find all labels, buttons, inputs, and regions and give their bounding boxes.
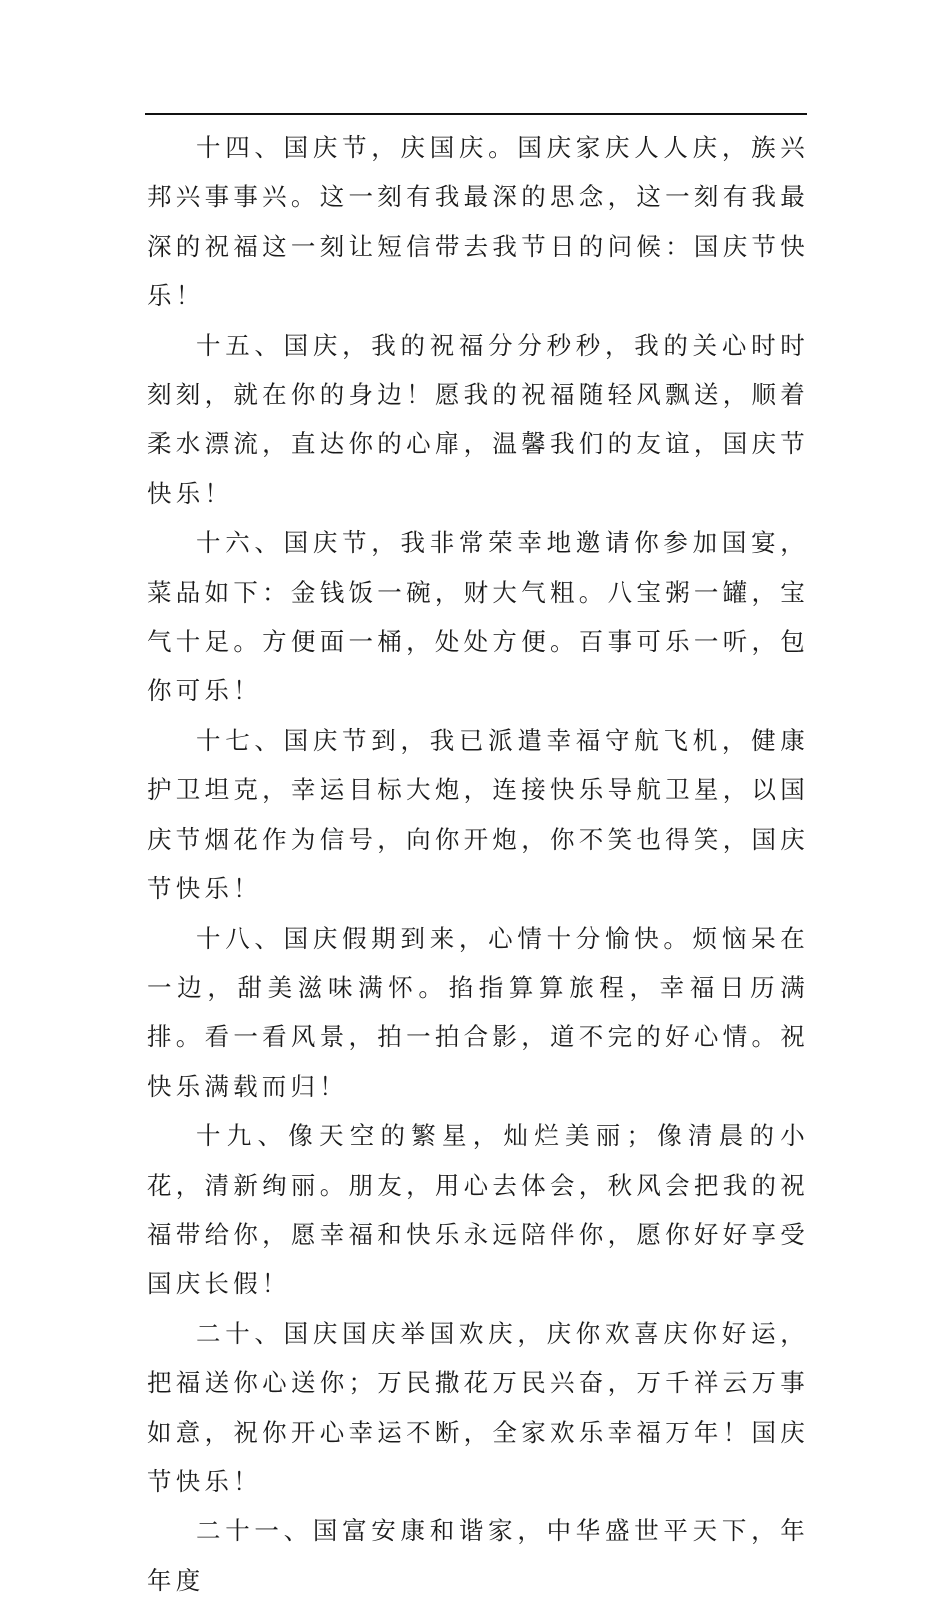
paragraph-18: 十八、国庆假期到来，心情十分愉快。烦恼呆在一边，甜美滋味满怀。掐指算算旅程，幸福日历满排。看一看风景，拍一拍合影，道不完的好心情。祝快乐满载而归！ (147, 923, 809, 1101)
paragraph-21: 二十一、国富安康和谐家，中华盛世平天下，年年度 (147, 1516, 809, 1595)
paragraph-19: 十九、像天空的繁星，灿烂美丽；像清晨的小花，清新绚丽。朋友，用心去体会，秋风会把我的祝福带给你，愿幸福和快乐永远陪伴你，愿你好好享受国庆长假！ (147, 1121, 809, 1299)
paragraph-16: 十六、国庆节，我非常荣幸地邀请你参加国宴，菜品如下：金钱饭一碗，财大气粗。八宝粥一罐，宝气十足。方便面一桶，处处方便。百事可乐一听，包你可乐！ (147, 528, 809, 706)
paragraph-15: 十五、国庆，我的祝福分分秒秒，我的关心时时刻刻，就在你的身边！愿我的祝福随轻风飘送，顺着柔水漂流，直达你的心扉，温馨我们的友谊，国庆节快乐！ (147, 330, 809, 508)
header-rule (145, 113, 807, 115)
document-body (147, 123, 809, 1605)
paragraph-14: 十四、国庆节，庆国庆。国庆家庆人人庆，族兴邦兴事事兴。这一刻有我最深的思念，这一刻有我最深的祝福这一刻让短信带去我节日的问候：国庆节快乐！ (147, 133, 809, 311)
paragraph-20: 二十、国庆国庆举国欢庆，庆你欢喜庆你好运，把福送你心送你；万民撒花万民兴奋，万千祥云万事如意，祝你开心幸运不断，全家欢乐幸福万年！国庆节快乐！ (147, 1318, 809, 1496)
paragraph-17: 十七、国庆节到，我已派遣幸福守航飞机，健康护卫坦克，幸运目标大炮，连接快乐导航卫星，以国庆节烟花作为信号，向你开炮，你不笑也得笑，国庆节快乐！ (147, 725, 809, 904)
